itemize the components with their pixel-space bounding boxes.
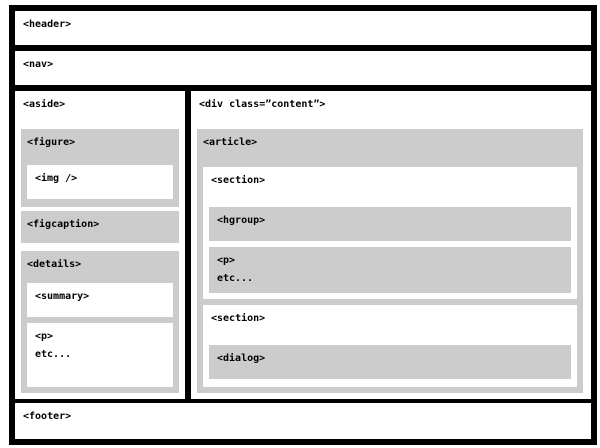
- section-etc-label: etc...: [217, 273, 254, 284]
- article-box: [197, 129, 583, 393]
- figure-box: [21, 129, 179, 207]
- aside-box: [15, 91, 185, 399]
- section-box-2: [203, 305, 577, 387]
- details-etc-label: etc...: [35, 349, 72, 360]
- section-label-1: <section>: [211, 175, 266, 186]
- figcaption-label: <figcaption>: [27, 219, 100, 230]
- layout-frame: [9, 5, 597, 445]
- header-box: [15, 11, 591, 45]
- img-label: <img />: [35, 173, 78, 184]
- details-p-label: <p>: [35, 331, 54, 342]
- footer-box: [15, 403, 591, 439]
- img-box: [27, 165, 173, 199]
- nav-label: <nav>: [23, 59, 54, 70]
- dialog-label: <dialog>: [217, 353, 266, 364]
- header-label: <header>: [23, 19, 72, 30]
- content-label: <div class=”content”>: [199, 99, 326, 110]
- details-label: <details>: [27, 259, 82, 270]
- content-box: [191, 91, 591, 399]
- figure-label: <figure>: [27, 137, 76, 148]
- figcaption-box: [21, 211, 179, 243]
- hgroup-box: [209, 207, 571, 241]
- summary-label: <summary>: [35, 291, 90, 302]
- aside-label: <aside>: [23, 99, 66, 110]
- details-p-box: [27, 323, 173, 387]
- hgroup-label: <hgroup>: [217, 215, 266, 226]
- section-label-2: <section>: [211, 313, 266, 324]
- summary-box: [27, 283, 173, 317]
- nav-box: [15, 51, 591, 85]
- section-box-1: [203, 167, 577, 299]
- dialog-box: [209, 345, 571, 379]
- details-box: [21, 251, 179, 393]
- section-p-box: [209, 247, 571, 293]
- section-p-label: <p>: [217, 255, 236, 266]
- article-label: <article>: [203, 137, 258, 148]
- footer-label: <footer>: [23, 411, 72, 422]
